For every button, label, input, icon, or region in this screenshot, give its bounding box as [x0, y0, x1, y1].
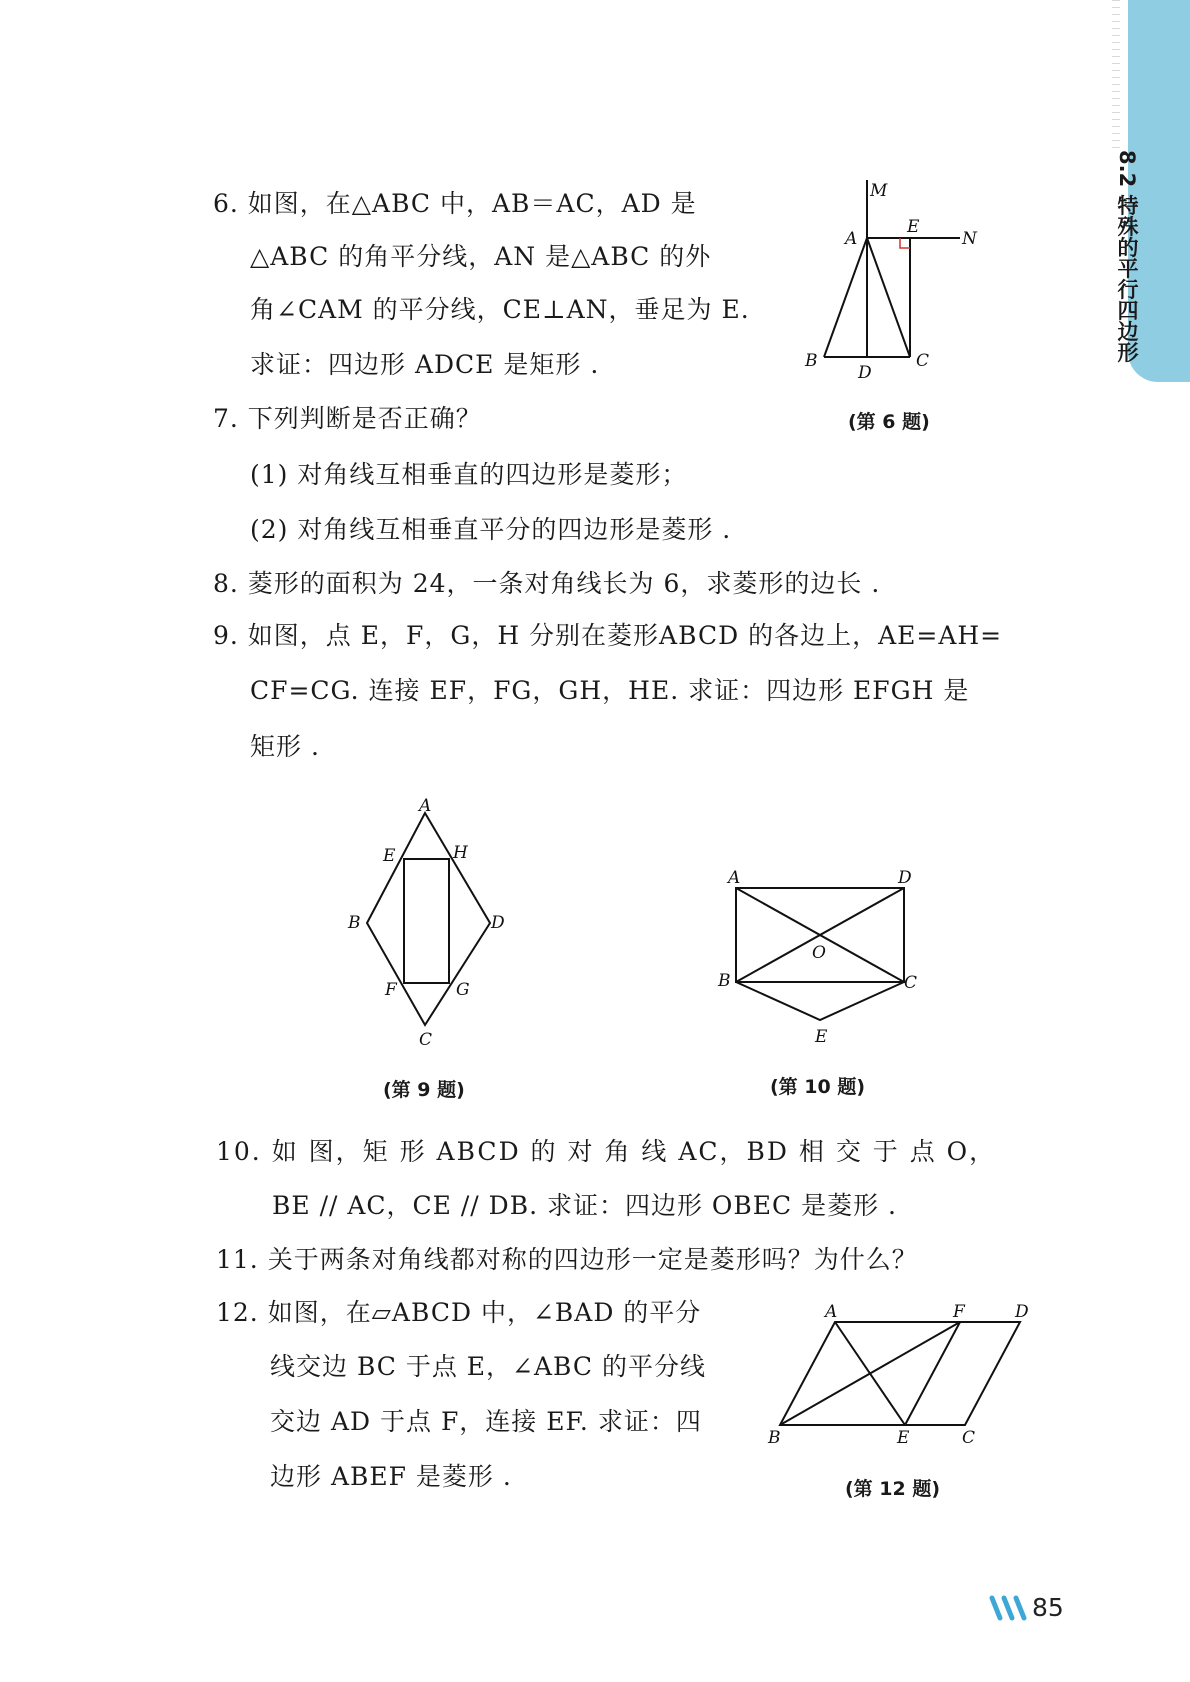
fig12-label-d: D [1015, 1302, 1029, 1322]
fig6-side-ac [867, 238, 910, 357]
fig9-label-d: D [491, 913, 505, 933]
fig9-label-c: C [419, 1030, 433, 1050]
tab-rule-strip [1112, 0, 1120, 150]
fig12-label-b: B [768, 1428, 781, 1448]
fig10-segments-be-ce [736, 982, 904, 1020]
fig6-caption: (第 6 题) [848, 411, 930, 433]
fig12-parallelogram-abcd [780, 1322, 1020, 1425]
p12-line4: 边形 ABEF 是菱形 . [270, 1462, 512, 1491]
fig9-label-f: F [385, 980, 397, 1000]
fig12-label-c: C [962, 1428, 976, 1448]
page-number: 85 [1032, 1593, 1064, 1622]
fig9-label-e: E [383, 846, 396, 866]
fig9-label-b: B [348, 913, 361, 933]
fig6-label-n: N [962, 229, 977, 249]
p6-line3: 角∠CAM 的平分线，CE⊥AN，垂足为 E. [250, 295, 750, 324]
p7-line1: 7. 下列判断是否正确？ [213, 404, 482, 433]
fig10-label-e: E [815, 1027, 828, 1045]
fig6-label-b: B [805, 351, 818, 371]
p12-line1: 12. 如图，在▱ABCD 中，∠BAD 的平分 [216, 1298, 702, 1327]
fig9-rectangle-efgh [404, 859, 449, 983]
fig12-label-a: A [825, 1302, 838, 1322]
p10-line1: 10. 如 图，矩 形 ABCD 的 对 角 线 AC，BD 相 交 于 点 O， [216, 1137, 997, 1166]
section-tab-label: 8.2 特殊的平行四边形 [1115, 150, 1139, 363]
p9-line3: 矩形 . [250, 732, 320, 761]
p10-line2: BE // AC，CE // DB. 求证：四边形 OBEC 是菱形 . [272, 1191, 898, 1220]
fig6-label-a: A [845, 229, 858, 249]
fig10-label-b: B [718, 971, 731, 991]
p6-line4: 求证：四边形 ADCE 是矩形 . [250, 350, 600, 379]
p12-line2: 线交边 BC 于点 E，∠ABC 的平分线 [270, 1352, 706, 1381]
fig9-label-a: A [419, 796, 432, 816]
fig6-side-ab [824, 238, 867, 357]
fig9-label-h: H [453, 843, 468, 863]
fig10-label-d: D [898, 868, 912, 888]
fig6-label-c: C [916, 351, 930, 371]
p9-line2: CF=CG. 连接 EF，FG，GH，HE. 求证：四边形 EFGH 是 [250, 676, 970, 705]
p12-line3: 交边 AD 于点 F，连接 EF. 求证：四 [270, 1407, 702, 1436]
figure-12 [765, 1295, 1040, 1455]
p11-line1: 11. 关于两条对角线都对称的四边形一定是菱形吗？为什么？ [216, 1245, 918, 1274]
fig10-label-o: O [812, 943, 826, 963]
figure-6 [790, 180, 980, 380]
fig10-label-c: C [904, 973, 918, 993]
page-number-decoration-icon [988, 1594, 1032, 1622]
p7-line3: (2) 对角线互相垂直平分的四边形是菱形 . [250, 515, 732, 544]
fig10-caption: (第 10 题) [770, 1076, 866, 1098]
fig12-label-e: E [897, 1428, 910, 1448]
p8-line1: 8. 菱形的面积为 24，一条对角线长为 6，求菱形的边长 . [213, 569, 881, 598]
fig12-caption: (第 12 题) [845, 1478, 941, 1500]
fig6-label-d: D [858, 363, 872, 380]
fig12-label-f: F [953, 1302, 965, 1322]
p9-line1: 9. 如图，点 E，F，G，H 分别在菱形ABCD 的各边上，AE=AH= [213, 621, 1003, 650]
figure-10 [715, 860, 935, 1045]
fig9-caption: (第 9 题) [383, 1079, 465, 1101]
fig6-label-e: E [907, 217, 920, 237]
fig9-label-g: G [456, 980, 470, 1000]
fig6-label-m: M [870, 181, 888, 201]
p6-line2: △ABC 的角平分线，AN 是△ABC 的外 [250, 242, 712, 271]
p7-line2: (1) 对角线互相垂直的四边形是菱形； [250, 460, 688, 489]
figure-9 [345, 795, 515, 1050]
p6-line1: 6. 如图，在△ABC 中，AB＝AC，AD 是 [213, 189, 697, 218]
fig10-label-a: A [728, 868, 741, 888]
fig6-right-angle-mark [900, 238, 910, 248]
